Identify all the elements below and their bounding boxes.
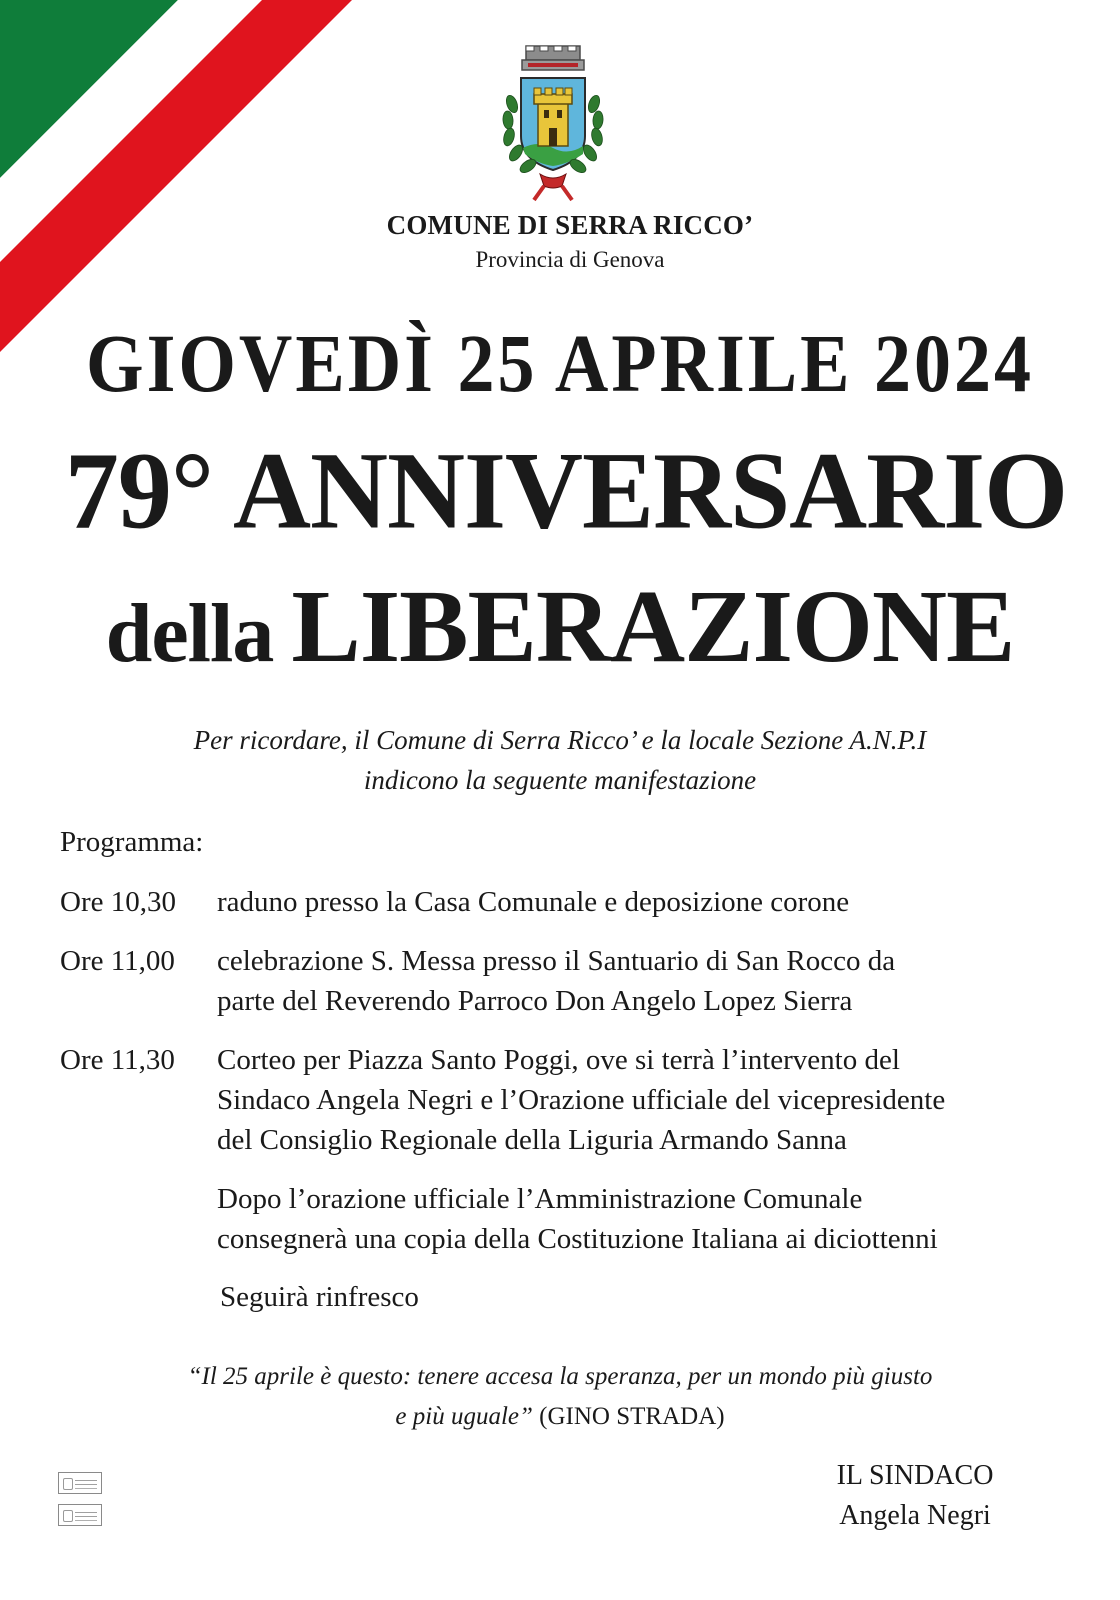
intro-text <box>0 720 1120 800</box>
program-line: Sindaco Angela Negri e l’Orazione ufficiale del vicepresidente <box>217 1084 946 1116</box>
program-item <box>60 1040 1080 1160</box>
paper-certification-mark-icon <box>58 1472 102 1494</box>
program-line: del Consiglio Regionale della Liguria Armando Sanna <box>217 1124 847 1156</box>
liberation-prefix: della <box>105 587 274 680</box>
program-line: Corteo per Piazza Santo Poggi, ove si terrà l’intervento del <box>217 1044 900 1076</box>
quote-author: (GINO STRADA) <box>539 1403 725 1430</box>
program-item <box>60 941 1080 1021</box>
liberation-word: LIBERAZIONE <box>291 569 1015 684</box>
crown-icon <box>522 46 584 70</box>
intro-line-2: indicono la seguente manifestazione <box>363 765 757 795</box>
program-note-line: consegnerà una copia della Costituzione Italiana ai diciottenni <box>217 1223 938 1255</box>
intro-line-1: Per ricordare, il Comune di Serra Ricco’ e la locale Sezione A.N.P.I <box>193 725 927 755</box>
refreshment-note <box>60 1277 1080 1317</box>
program-time: Ore 10,30 <box>60 886 176 918</box>
program-time: Ore 11,00 <box>60 945 175 977</box>
quote-line-1: “Il 25 aprile è questo: tenere accesa la speranza, per un mondo più giusto <box>187 1363 933 1390</box>
certification-marks <box>58 1472 106 1536</box>
liberation-title <box>0 567 1120 686</box>
signature-block <box>780 1456 1050 1536</box>
program-note-line: Seguirà rinfresco <box>220 1281 419 1313</box>
program-line: parte del Reverendo Parroco Don Angelo Lopez Sierra <box>217 985 853 1017</box>
event-date: GIOVEDÌ 25 APRILE 2024 <box>86 318 1034 410</box>
program-description <box>217 1040 1080 1160</box>
signature-name: Angela Negri <box>839 1500 991 1531</box>
program-time: Ore 11,30 <box>60 1044 175 1076</box>
program <box>60 822 1080 1335</box>
program-note-line: Dopo l’orazione ufficiale l’Amministrazione Comunale <box>217 1183 863 1215</box>
province-name: Provincia di Genova <box>475 247 665 272</box>
coat-of-arms-icon <box>488 44 618 204</box>
quote <box>0 1357 1120 1437</box>
header <box>0 210 1120 273</box>
italian-flag-stripes-icon <box>0 0 360 360</box>
recycling-certification-mark-icon <box>58 1504 102 1526</box>
program-line: celebrazione S. Messa presso il Santuario di San Rocco da <box>217 945 896 977</box>
program-note <box>60 1179 1080 1259</box>
signature-role: IL SINDACO <box>836 1460 994 1491</box>
program-line: raduno presso la Casa Comunale e deposizione corone <box>217 886 850 918</box>
program-description <box>217 882 1080 922</box>
quote-text-end: e più uguale” <box>395 1403 533 1430</box>
tower-icon <box>534 88 572 146</box>
program-heading: Programma: <box>60 826 204 858</box>
quote-line-2 <box>0 1397 1120 1437</box>
anniversary-title: 79° ANNIVERSARIO <box>64 430 1068 553</box>
municipality-name: COMUNE DI SERRA RICCO’ <box>386 210 754 240</box>
program-item <box>60 882 1080 922</box>
program-description <box>217 941 1080 1021</box>
ribbon-icon <box>534 174 572 200</box>
